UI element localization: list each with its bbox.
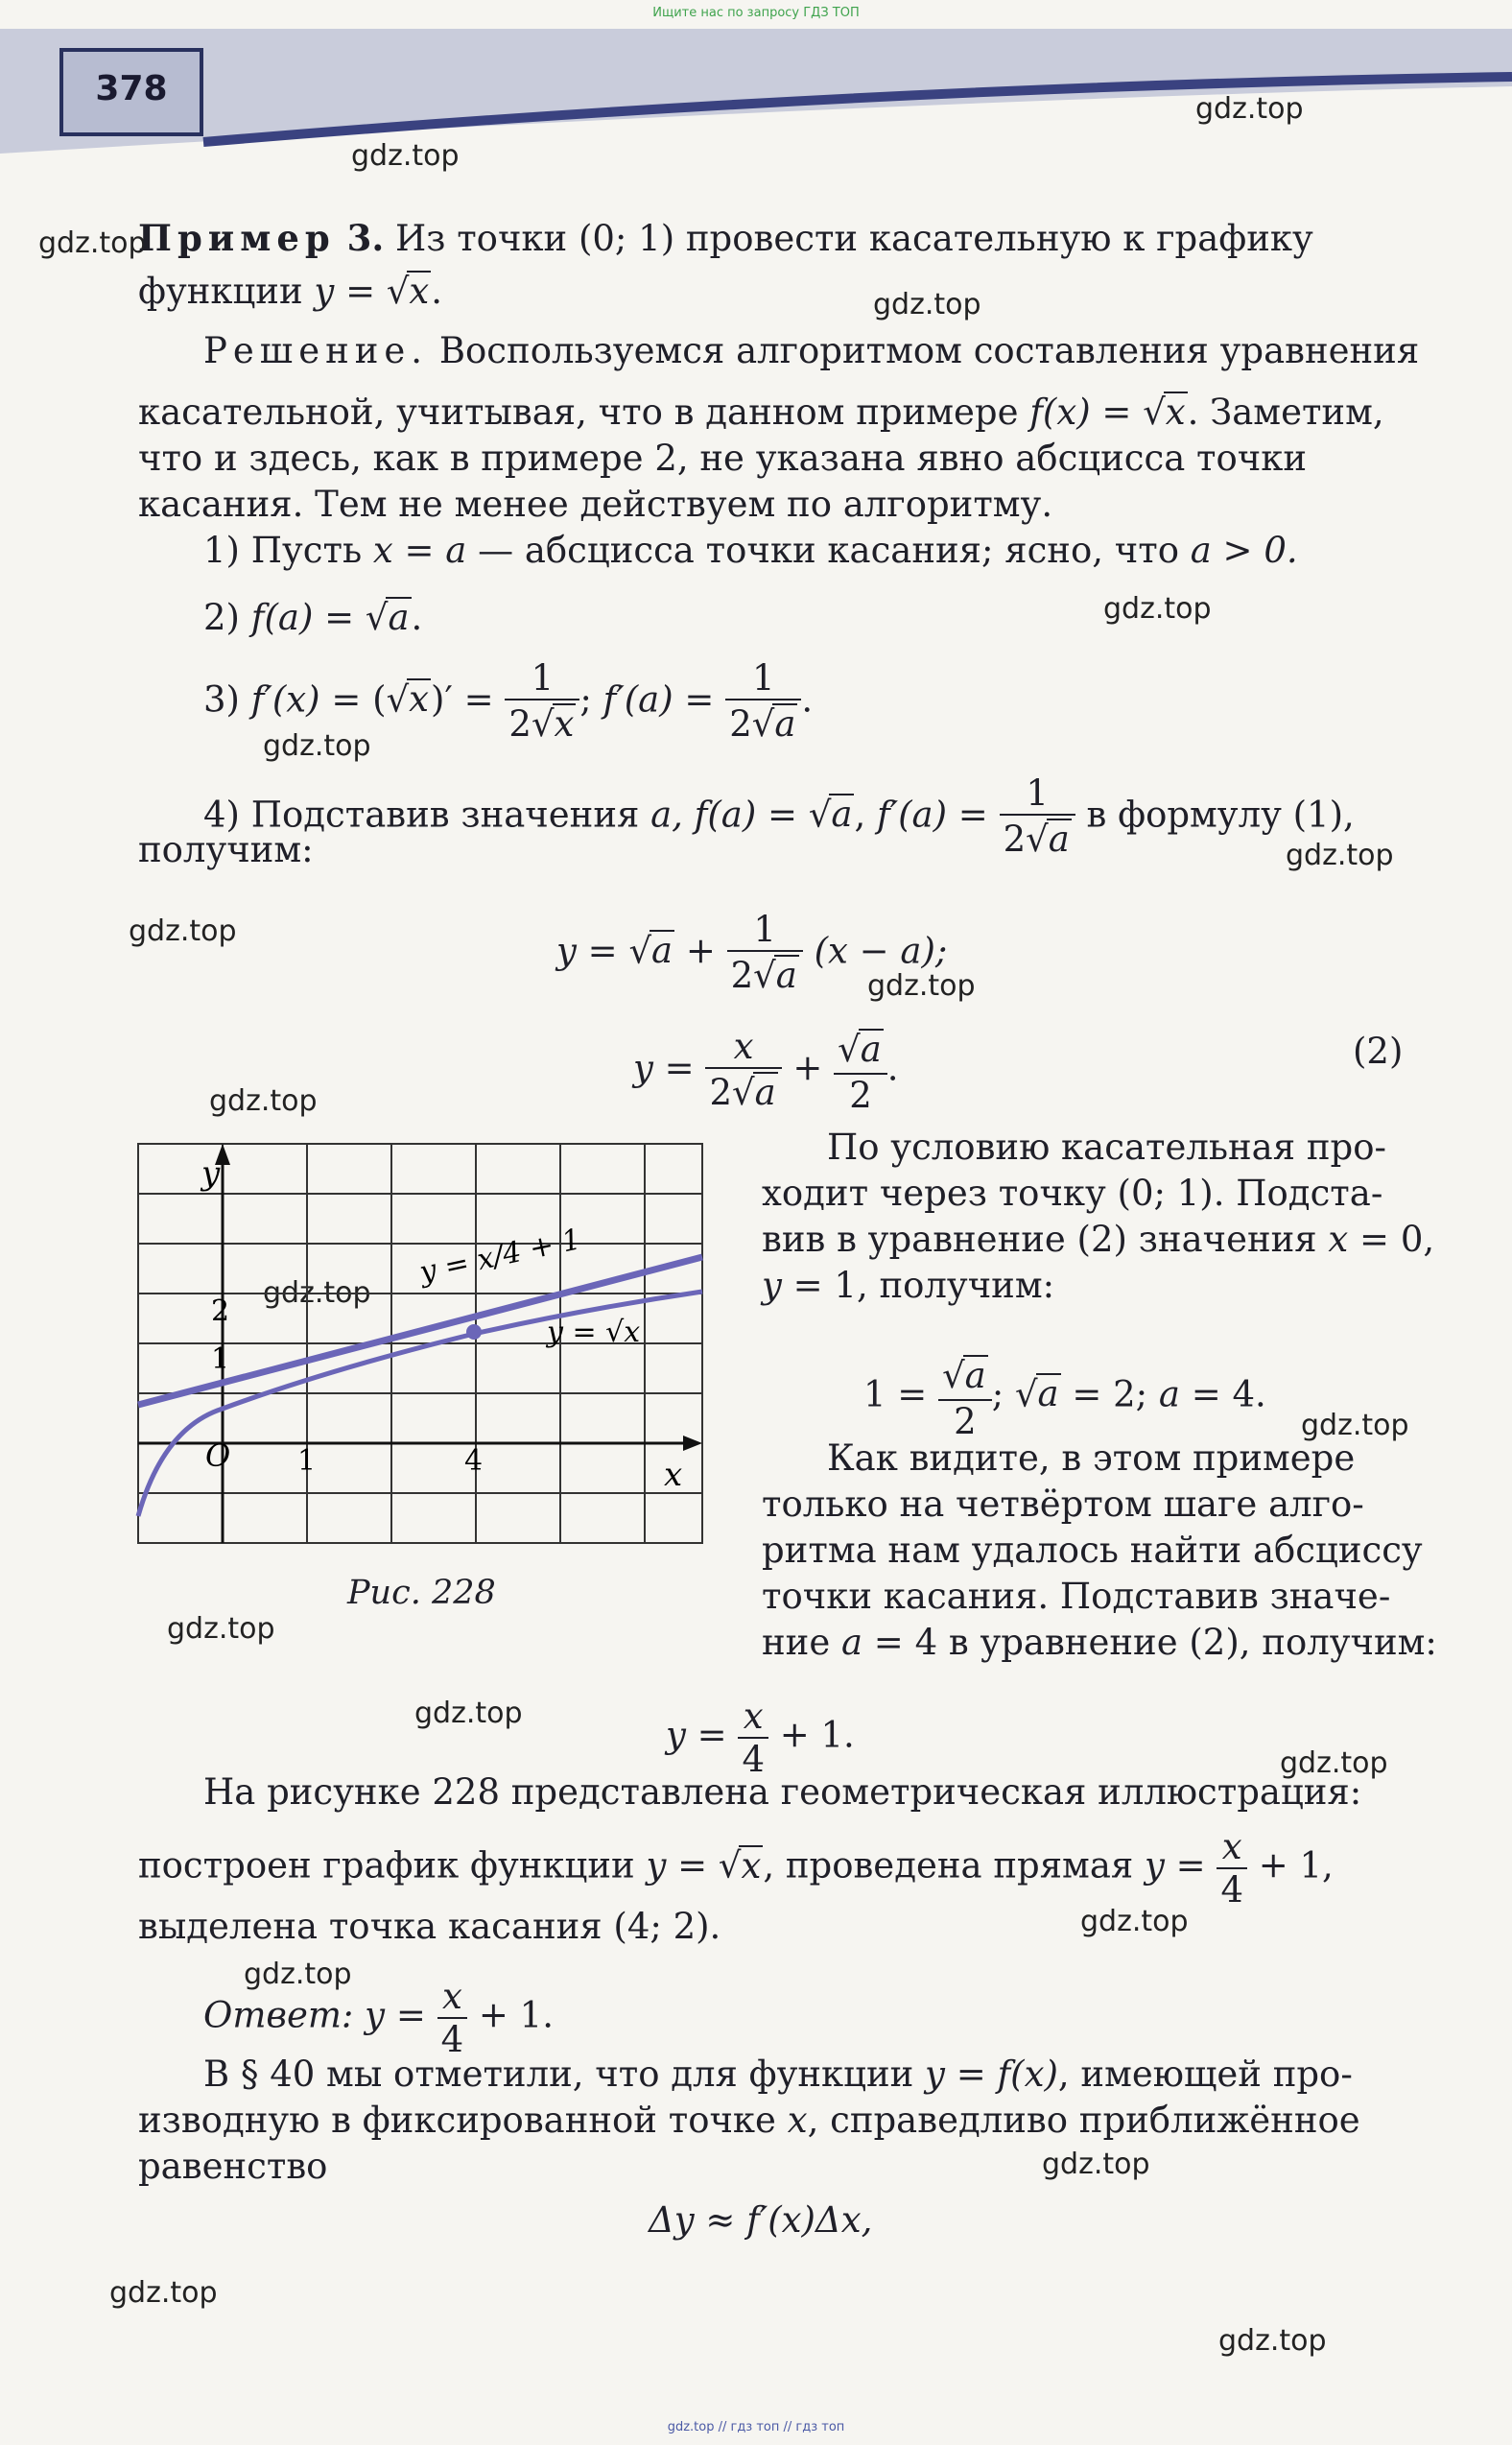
text: , проведена прямая	[763, 1844, 1145, 1887]
tail-line-2: построен график функции y = √x, проведена прямая y = $\frac{x}{4}$ + 1,	[138, 1826, 1334, 1911]
math-var: a	[831, 794, 853, 836]
text: в формулу (1),	[1075, 794, 1355, 836]
text: + 1.	[467, 1994, 554, 2036]
math-var: x	[1165, 392, 1186, 433]
math-var: y	[762, 1265, 782, 1306]
text: =	[334, 271, 387, 312]
text: =	[313, 597, 366, 638]
watermark: gdz.top	[1195, 92, 1304, 126]
denominator: 2	[729, 703, 752, 745]
watermark: gdz.top	[414, 1697, 523, 1730]
right-line-1: По условию касательная про-	[827, 1127, 1386, 1168]
example-number: 3.	[346, 217, 385, 259]
fraction: $\frac{1}{2√a}$	[725, 660, 801, 745]
x-axis-label: x	[664, 1456, 683, 1494]
denominator: 4	[1217, 1867, 1247, 1908]
math-var: x	[409, 271, 430, 312]
watermark: gdz.top	[1080, 1905, 1189, 1938]
math-var: x	[409, 678, 430, 721]
math-var: a	[1037, 1373, 1059, 1415]
numerator: x	[743, 1696, 764, 1737]
text: , справедливо приближённое	[807, 2100, 1360, 2141]
text: =	[1164, 1844, 1217, 1887]
figure-caption: Рис. 228	[347, 1574, 496, 1612]
text: ние	[762, 1622, 841, 1663]
example-title: Пример	[138, 217, 336, 259]
math-var: y	[365, 1994, 386, 2036]
y-axis-label: y	[201, 1154, 221, 1193]
solution-line-4: касания. Тем не менее действуем по алгоритму.	[138, 484, 1053, 525]
step-4-cont: получим:	[138, 829, 314, 870]
origin-label: O	[205, 1437, 231, 1474]
text: построен график функции	[138, 1844, 647, 1887]
math-var: x	[554, 703, 575, 745]
text: 1) Пусть	[203, 530, 373, 571]
numerator: 1	[753, 909, 776, 950]
right-line-10	[762, 1620, 1437, 1666]
text: 3)	[203, 678, 251, 721]
text: вив в уравнение (2) значения	[762, 1219, 1329, 1260]
text: 1 =	[863, 1373, 939, 1415]
right-line-3	[762, 1217, 1434, 1263]
right-equation: 1 = $\frac{√a}{2}$ ; √a = 2; a = 4.	[863, 1355, 1266, 1442]
watermark: gdz.top	[873, 288, 981, 321]
watermark: gdz.top	[351, 139, 460, 173]
numerator: 1	[531, 657, 555, 699]
fraction	[1217, 1826, 1247, 1911]
step-1	[203, 528, 1298, 574]
answer-line	[203, 1976, 554, 2060]
right-line-6: Как видите, в этом примере	[827, 1437, 1356, 1479]
fraction: $\frac{√a}{2}$	[834, 1029, 887, 1113]
watermark: gdz.top	[109, 2276, 218, 2310]
math-var: y	[1145, 1844, 1165, 1887]
text: )′ =	[431, 678, 506, 721]
math-var: y	[633, 1047, 653, 1089]
fraction	[738, 1696, 768, 1780]
math-var: a	[1048, 819, 1070, 860]
math-var: y	[646, 1844, 667, 1887]
step-2: 2) f(a) = √a.	[203, 597, 423, 638]
final-formula: Δy ≈ f′(x)Δx,	[649, 2199, 873, 2241]
tail-line-3: выделена точка касания (4; 2).	[138, 1906, 721, 1947]
denominator: 2	[709, 1072, 732, 1113]
numerator: x	[733, 1026, 754, 1067]
numerator: 1	[752, 657, 775, 699]
watermark: gdz.top	[209, 1084, 318, 1118]
text: =	[652, 1047, 706, 1089]
watermark: gdz.top	[167, 1612, 275, 1646]
math-var: x	[741, 1844, 762, 1887]
figure-228	[134, 1140, 710, 1553]
example-line-2: функции y = √x.	[138, 271, 443, 312]
math-var: a	[1158, 1373, 1180, 1415]
math-var: x	[787, 2100, 808, 2141]
header-band	[0, 29, 1512, 154]
right-line-2: ходит через точку (0; 1). Подста-	[762, 1173, 1383, 1214]
denominator: 2	[1003, 819, 1027, 860]
solution-line-2: касательной, учитывая, что в данном примере f(x) = √x. Заметим,	[138, 392, 1384, 433]
curve-label: y = √x	[547, 1316, 641, 1349]
text: = 1, получим:	[781, 1265, 1055, 1306]
text: ;	[579, 678, 603, 721]
numerator: x	[1221, 1826, 1242, 1867]
text: касательной, учитывая, что в данном примере	[138, 392, 1030, 433]
math-var: a	[754, 1072, 776, 1113]
text: Воспользуемся алгоритмом составления уравнения	[438, 330, 1420, 371]
math: (x − a);	[814, 930, 948, 972]
x-tick-1: 1	[297, 1444, 317, 1478]
math: f′(x)	[250, 678, 320, 721]
watermark: gdz.top	[1280, 1746, 1388, 1780]
text: =	[576, 930, 629, 972]
step-3: 3) f′(x) = (√x)′ = $\frac{1}{2√x}$ ; f′(a) = $\frac{1}{2√a}$ .	[203, 657, 814, 745]
watermark: gdz.top	[1218, 2324, 1327, 2358]
equation-2-number: (2)	[1353, 1031, 1404, 1072]
text: , имеющей про-	[1057, 2053, 1353, 2095]
text: = 0,	[1348, 1219, 1435, 1260]
tail-line-1: На рисунке 228 представлена геометрическая иллюстрация:	[203, 1771, 1362, 1813]
math-var: x	[1328, 1219, 1349, 1260]
text: 4) Подставив значения	[203, 794, 651, 836]
paragraph-line-2	[138, 2098, 1360, 2144]
fraction: $\frac{x}{2√a}$	[705, 1029, 781, 1113]
solution-line-3: что и здесь, как в примере 2, не указана явно абсцисса точки	[138, 438, 1308, 479]
math: f(a)	[250, 597, 314, 638]
text: 2)	[203, 597, 251, 638]
x-tick-4: 4	[464, 1444, 484, 1478]
watermark: gdz.top	[1301, 1409, 1409, 1442]
right-line-8: ритма нам удалось найти абсциссу	[762, 1530, 1423, 1571]
text: = (	[319, 678, 387, 721]
denominator: 4	[437, 2017, 468, 2057]
right-line-4	[762, 1263, 1054, 1309]
math-var: a	[775, 955, 797, 996]
math: x = a	[372, 530, 467, 571]
fraction: $\frac{√a}{2}$	[938, 1355, 992, 1439]
math-var: a	[860, 1029, 882, 1070]
text: =	[666, 1844, 719, 1887]
watermark: gdz.top	[263, 1276, 371, 1310]
step-4: 4) Подставив значения a, f(a) = √a, f′(a) = $\frac{1}{2√a}$ в формулу (1),	[203, 772, 1355, 860]
text: . Заметим,	[1187, 392, 1384, 433]
equation-3	[666, 1696, 855, 1780]
fraction: $\frac{1}{2√a}$	[727, 912, 803, 996]
numerator: x	[441, 1976, 462, 2017]
text: = 4 в уравнение (2), получим:	[862, 1622, 1437, 1663]
paragraph-line-1	[203, 2052, 1353, 2098]
example-text: Из точки (0; 1) провести касательную к графику	[394, 218, 1313, 259]
denominator: 4	[738, 1737, 768, 1777]
equation-1: y = √a + $\frac{1}{2√a}$ (x − a);	[556, 909, 948, 996]
text: +	[674, 930, 727, 972]
denominator: 2	[938, 1399, 992, 1439]
numerator: 1	[1026, 772, 1049, 814]
denominator: 2	[834, 1073, 887, 1113]
bottom-footer: gdz.top // гдз топ // гдз топ	[667, 2420, 845, 2434]
math-var: a	[651, 930, 673, 972]
text: — абсцисса точки касания; ясно, что	[466, 530, 1191, 571]
math: a > 0.	[1190, 530, 1298, 571]
watermark: gdz.top	[1042, 2148, 1150, 2181]
math: a, f(a)	[650, 794, 757, 836]
right-line-7: только на четвёртом шаге алго-	[762, 1484, 1364, 1525]
text: =	[685, 1714, 739, 1756]
math-var: y	[666, 1714, 686, 1756]
text: изводную в фиксированной точке	[138, 2100, 788, 2141]
math-var: a	[840, 1622, 863, 1663]
text: ;	[991, 1373, 1015, 1415]
fraction	[437, 1976, 468, 2060]
watermark: gdz.top	[1103, 592, 1212, 626]
y-tick-1: 1	[211, 1342, 230, 1376]
right-line-9: точки касания. Подставив значе-	[762, 1576, 1391, 1617]
text: = 4.	[1179, 1373, 1266, 1415]
watermark: gdz.top	[244, 1958, 352, 1991]
denominator: 2	[508, 703, 532, 745]
solution-title: Решение.	[203, 330, 429, 371]
paragraph-line-3: равенство	[138, 2146, 328, 2187]
math: y = f(x)	[925, 2053, 1058, 2095]
text: функции	[138, 271, 315, 312]
fraction: $\frac{1}{2√x}$	[505, 660, 579, 745]
answer-label: Ответ:	[203, 1994, 354, 2036]
math: f′(a)	[602, 678, 673, 721]
text: + 1.	[768, 1714, 855, 1756]
text: .	[431, 271, 443, 312]
watermark: gdz.top	[867, 969, 976, 1003]
fraction: $\frac{1}{2√a}$	[1000, 775, 1075, 860]
watermark: gdz.top	[1286, 839, 1394, 872]
page-number: 378	[95, 69, 168, 108]
solution-line-1	[138, 328, 1419, 374]
math-var: a	[774, 703, 796, 745]
example-line-1	[138, 215, 1313, 262]
line-label: y = x/4 + 1	[416, 1222, 584, 1290]
y-tick-2: 2	[211, 1294, 230, 1328]
text: +	[781, 1047, 835, 1089]
math-var: a	[964, 1355, 986, 1396]
watermark: gdz.top	[38, 226, 147, 260]
math: f(x)	[1029, 392, 1091, 433]
text: ,	[854, 794, 877, 836]
math-var: y	[314, 271, 335, 312]
text: В § 40 мы отметили, что для функции	[203, 2053, 926, 2095]
denominator: 2	[730, 955, 754, 996]
watermark: gdz.top	[129, 914, 237, 948]
watermark: gdz.top	[263, 729, 371, 763]
text: =	[385, 1994, 437, 2036]
math-var: a	[388, 597, 410, 638]
top-banner: Ищите нас по запросу ГДЗ ТОП	[652, 6, 860, 20]
equation-2: y = $\frac{x}{2√a}$ + $\frac{√a}{2}$ .	[633, 1026, 899, 1116]
text: = 2;	[1060, 1373, 1159, 1415]
math-var: y	[556, 930, 577, 972]
math: f′(a)	[877, 794, 948, 836]
